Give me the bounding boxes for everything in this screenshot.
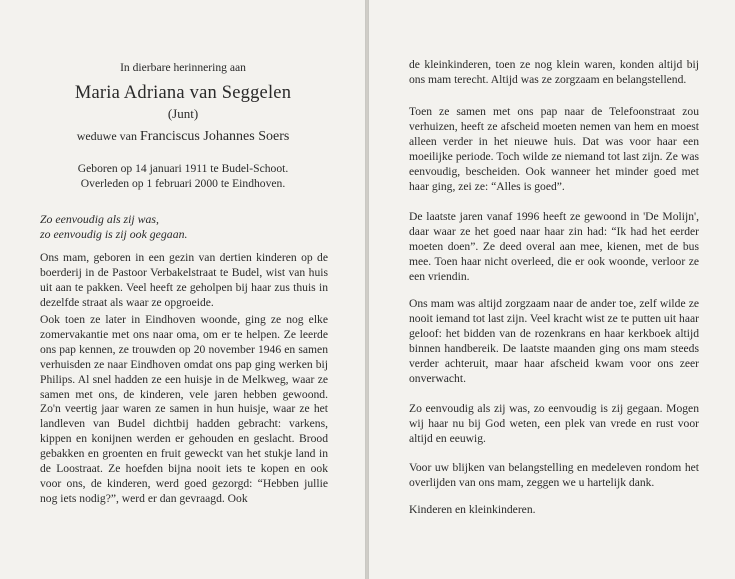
intro-text: In dierbare herinnering aan bbox=[120, 61, 246, 74]
widow-prefix: weduwe van bbox=[76, 129, 137, 143]
paragraph-5: De laatste jaren vanaf 1996 heeft ze gewoond in 'De Molijn', daar waar ze het goed naar haar zin had: “Ik had het eerder moeten doen”. Ze deed overal aan mee, kienen, met de bus mee. Toen haar nicht overleed, die er ook woonde, verloor ze een vriendin. bbox=[409, 210, 699, 283]
quote-line-2: zo eenvoudig is zij ook gegaan. bbox=[40, 227, 188, 241]
paragraph-6: Ons mam was altijd zorgzaam naar de ander toe, zelf wilde ze nooit iemand tot last zijn. Veel kracht wist ze te putten uit haar geloof: het bidden van de rozenkrans en haar kerkboek altijd binnen handbereik. De laatste maanden ging ons mam steeds verder achteruit, maar haar afscheid kwam voor ons zeer onverwacht. bbox=[409, 297, 699, 385]
birth-line: Geboren op 14 januari 1911 te Budel-Schoot. bbox=[77, 162, 289, 175]
paragraph-7: Zo eenvoudig als zij was, zo eenvoudig is zij gegaan. Mogen wij haar nu bij God weten, een plek van vrede en rust voor altijd en eeuwig. bbox=[409, 402, 699, 445]
paragraph-1: Ons mam, geboren in een gezin van dertien kinderen op de boerderij in de Pastoor Verbakelstraat te Budel, wist van huis uit aan te pakken. Veel heeft ze geholpen bij haar zus thuis in dezelfde straat als waar ze opgroeide. bbox=[40, 251, 328, 309]
opening-quote bbox=[40, 212, 187, 242]
deceased-name: Maria Adriana van Seggelen bbox=[74, 83, 292, 103]
quote-line-1: Zo eenvoudig als zij was, bbox=[40, 212, 159, 226]
spouse-name: Franciscus Johannes Soers bbox=[140, 129, 290, 144]
paragraph-8: Voor uw blijken van belangstelling en medeleven rondom het overlijden van ons mam, zeggen we u hartelijk dank. bbox=[409, 461, 699, 489]
right-page bbox=[368, 0, 735, 579]
nickname: (Junt) bbox=[167, 106, 199, 121]
widow-line bbox=[0, 129, 366, 145]
paragraph-3: de kleinkinderen, toen ze nog klein waren, konden altijd bij ons mam terecht. Altijd was ze zorgzaam en belangstellend. bbox=[409, 58, 699, 86]
paragraph-4: Toen ze samen met ons pap naar de Telefoonstraat zou verhuizen, heeft ze afscheid moeten nemen van hem en moest alleen verder in het nieuwe huis. Dat was voor haar een moeilijke periode. Toch wilde ze niemand tot last zijn. Ze was eenvoudig, bescheiden. Ook wanneer het minder goed met haar ging, zei ze: “Alles is goed”. bbox=[409, 105, 699, 193]
left-page bbox=[0, 0, 366, 579]
signature: Kinderen en kleinkinderen. bbox=[409, 503, 536, 516]
death-line: Overleden op 1 februari 2000 te Eindhoven. bbox=[80, 177, 286, 190]
paragraph-2: Ook toen ze later in Eindhoven woonde, ging ze nog elke zomervakantie met ons naar oma, om er te helpen. Ze leerde ons pap kennen, ze trouwden op 20 november 1946 en samen verhuisden ze naar Eindhoven omdat ons pap ging werken bij Philips. Al snel hadden ze een huisje in de Melkweg, waar ze samen met ons, de kinderen, vele jaren hebben gewoond. Zo'n veertig jaar waren ze samen in hun huisje, waar ze het landleven van Budel dichtbij hadden gebracht: varkens, kippen en konijnen werden er gehouden en geslacht. Brood gebakken en groenten en fruit geweckt van het stukje land in de Loostraat. Ze hoefden bijna nooit iets te kopen en ook voor ons, de kinderen, werd goed gezorgd: “Hebben jullie nog iets nodig?”, werd er dan gevraagd. Ook bbox=[40, 313, 328, 505]
